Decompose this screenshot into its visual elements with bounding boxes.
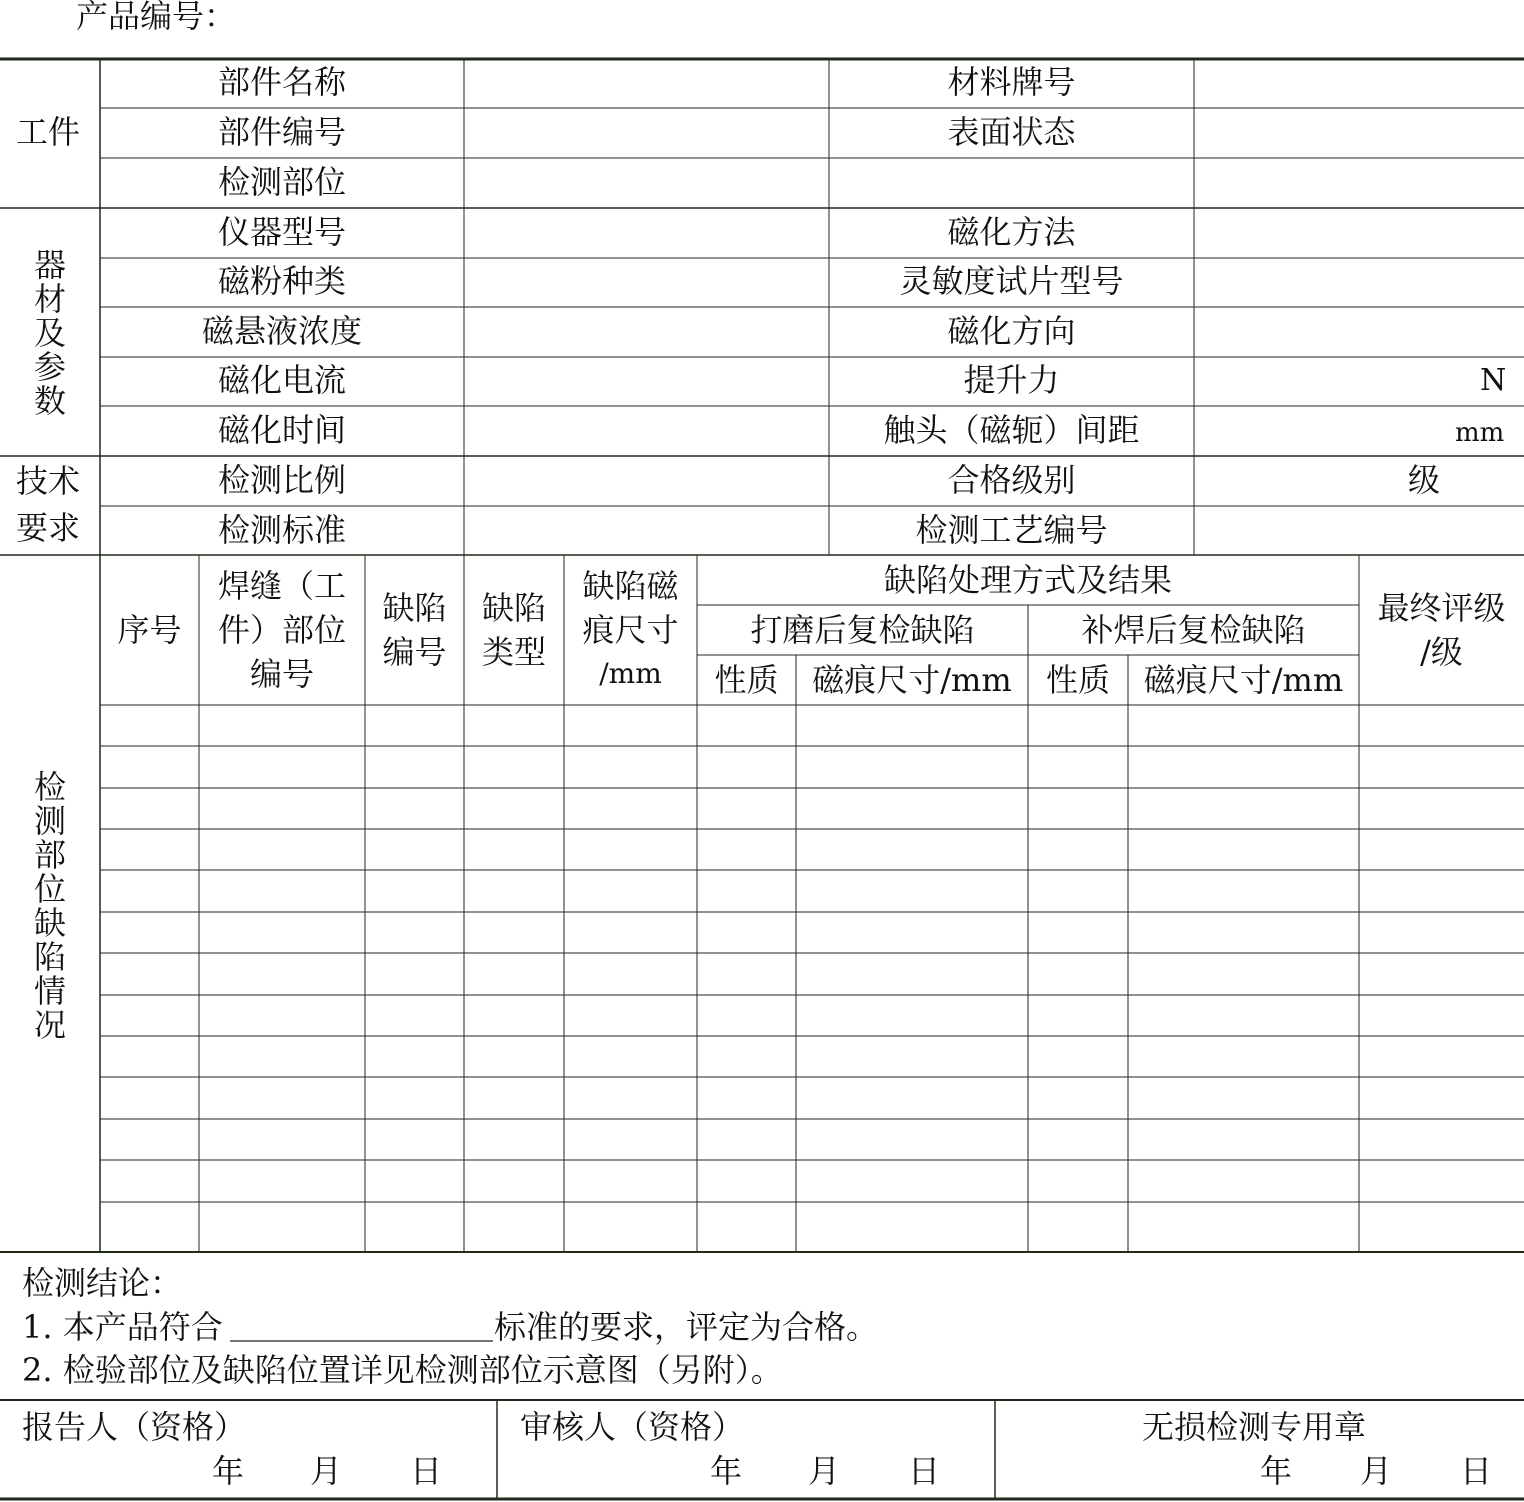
col-mark-size-header-line1: 缺陷磁	[582, 567, 679, 605]
suspension-concentration-label: 磁悬液浓度	[201, 312, 362, 350]
instrument-model-label: 仪器型号	[217, 213, 346, 251]
conclusion-line1-suffix: 标准的要求，评定为合格。	[494, 1308, 879, 1346]
col-mark-size-header-line3: /mm	[599, 657, 662, 690]
reporter-day: 日	[410, 1452, 443, 1490]
inspection-location-label: 检测部位	[217, 163, 346, 201]
col-grind-recheck-header: 打磨后复检缺陷	[750, 611, 975, 649]
col-final-grade-header-line2: /级	[1420, 633, 1463, 671]
defect-label-char: 情	[33, 972, 66, 1010]
conclusion-line1-prefix: 1. 本产品符合	[22, 1308, 223, 1346]
col-reweld-size-header: 磁痕尺寸/mm	[1143, 661, 1344, 699]
reviewer-month: 月	[808, 1452, 841, 1490]
reviewer-label: 审核人（资格）	[520, 1408, 745, 1446]
ndt-stamp-label: 无损检测专用章	[1142, 1408, 1367, 1446]
lifting-force-label: 提升力	[963, 361, 1060, 399]
equipment-label-char: 及	[33, 314, 66, 352]
reporter-label: 报告人（资格）	[22, 1408, 247, 1446]
reporter-month: 月	[310, 1452, 343, 1490]
col-reweld-recheck-header: 补焊后复检缺陷	[1081, 611, 1306, 649]
prod-spacing-label: 触头（磁轭）间距	[883, 411, 1140, 449]
workpiece-group-label: 工件	[16, 113, 81, 151]
reporter-year: 年	[212, 1452, 245, 1490]
procedure-number-label: 检测工艺编号	[915, 511, 1108, 549]
magnetization-method-label: 磁化方法	[947, 213, 1076, 251]
prod-spacing-unit: mm	[1455, 418, 1505, 448]
col-defect-type-header-line2: 类型	[481, 633, 546, 671]
equipment-label-char: 材	[33, 280, 66, 318]
magnetization-direction-label: 磁化方向	[947, 312, 1076, 350]
sensitivity-shim-label: 灵敏度试片型号	[899, 262, 1124, 300]
col-defect-number-header-line2: 编号	[382, 633, 447, 671]
reviewer-day: 日	[908, 1452, 941, 1490]
col-sequence-header: 序号	[117, 611, 182, 649]
defect-label-char: 况	[33, 1006, 66, 1044]
col-defect-type-header-line1: 缺陷	[481, 589, 546, 627]
reviewer-year: 年	[710, 1452, 743, 1490]
inspection-ratio-label: 检测比例	[217, 461, 346, 499]
equipment-label-char: 器	[33, 246, 66, 284]
col-weld-location-header-line3: 编号	[249, 655, 314, 693]
col-defect-number-header-line1: 缺陷	[382, 589, 447, 627]
col-mark-size-header-line2: 痕尺寸	[582, 611, 679, 649]
col-reweld-nature-header: 性质	[1045, 661, 1110, 699]
col-final-grade-header-line1: 最终评级	[1377, 589, 1506, 627]
lifting-force-unit: N	[1480, 363, 1507, 398]
defect-label-char: 陷	[33, 938, 66, 976]
stamp-year: 年	[1260, 1452, 1293, 1490]
defect-label-char: 位	[33, 870, 66, 908]
tech-requirements-label-line2: 要求	[16, 509, 81, 547]
col-treatment-header: 缺陷处理方式及结果	[883, 561, 1172, 599]
col-grind-size-header: 磁痕尺寸/mm	[812, 661, 1012, 699]
material-grade-label: 材料牌号	[947, 63, 1076, 101]
product-number-label: 产品编号：	[76, 0, 237, 35]
defect-label-char: 缺	[33, 904, 66, 942]
col-weld-location-header-line2: 件）部位	[217, 611, 346, 649]
defect-label-char: 部	[33, 836, 66, 874]
conclusion-title: 检测结论：	[22, 1264, 183, 1302]
magnetizing-current-label: 磁化电流	[217, 361, 346, 399]
defect-label-char: 检	[33, 768, 66, 806]
stamp-month: 月	[1360, 1452, 1393, 1490]
acceptance-level-unit: 级	[1408, 461, 1441, 499]
powder-type-label: 磁粉种类	[217, 262, 346, 300]
inspection-standard-label: 检测标准	[217, 511, 346, 549]
equipment-label-char: 参	[33, 348, 66, 386]
col-grind-nature-header: 性质	[714, 661, 779, 699]
col-weld-location-header-line1: 焊缝（工	[217, 567, 346, 605]
tech-requirements-label-line1: 技术	[16, 462, 81, 500]
magnetizing-time-label: 磁化时间	[217, 411, 346, 449]
surface-condition-label: 表面状态	[947, 113, 1076, 151]
conclusion-line2: 2. 检验部位及缺陷位置详见检测部位示意图（另附）。	[22, 1351, 783, 1389]
part-name-label: 部件名称	[217, 63, 346, 101]
stamp-day: 日	[1460, 1452, 1493, 1490]
acceptance-level-label: 合格级别	[947, 461, 1076, 499]
equipment-label-char: 数	[33, 382, 66, 420]
defect-label-char: 测	[33, 802, 66, 840]
part-number-label: 部件编号	[217, 113, 346, 151]
